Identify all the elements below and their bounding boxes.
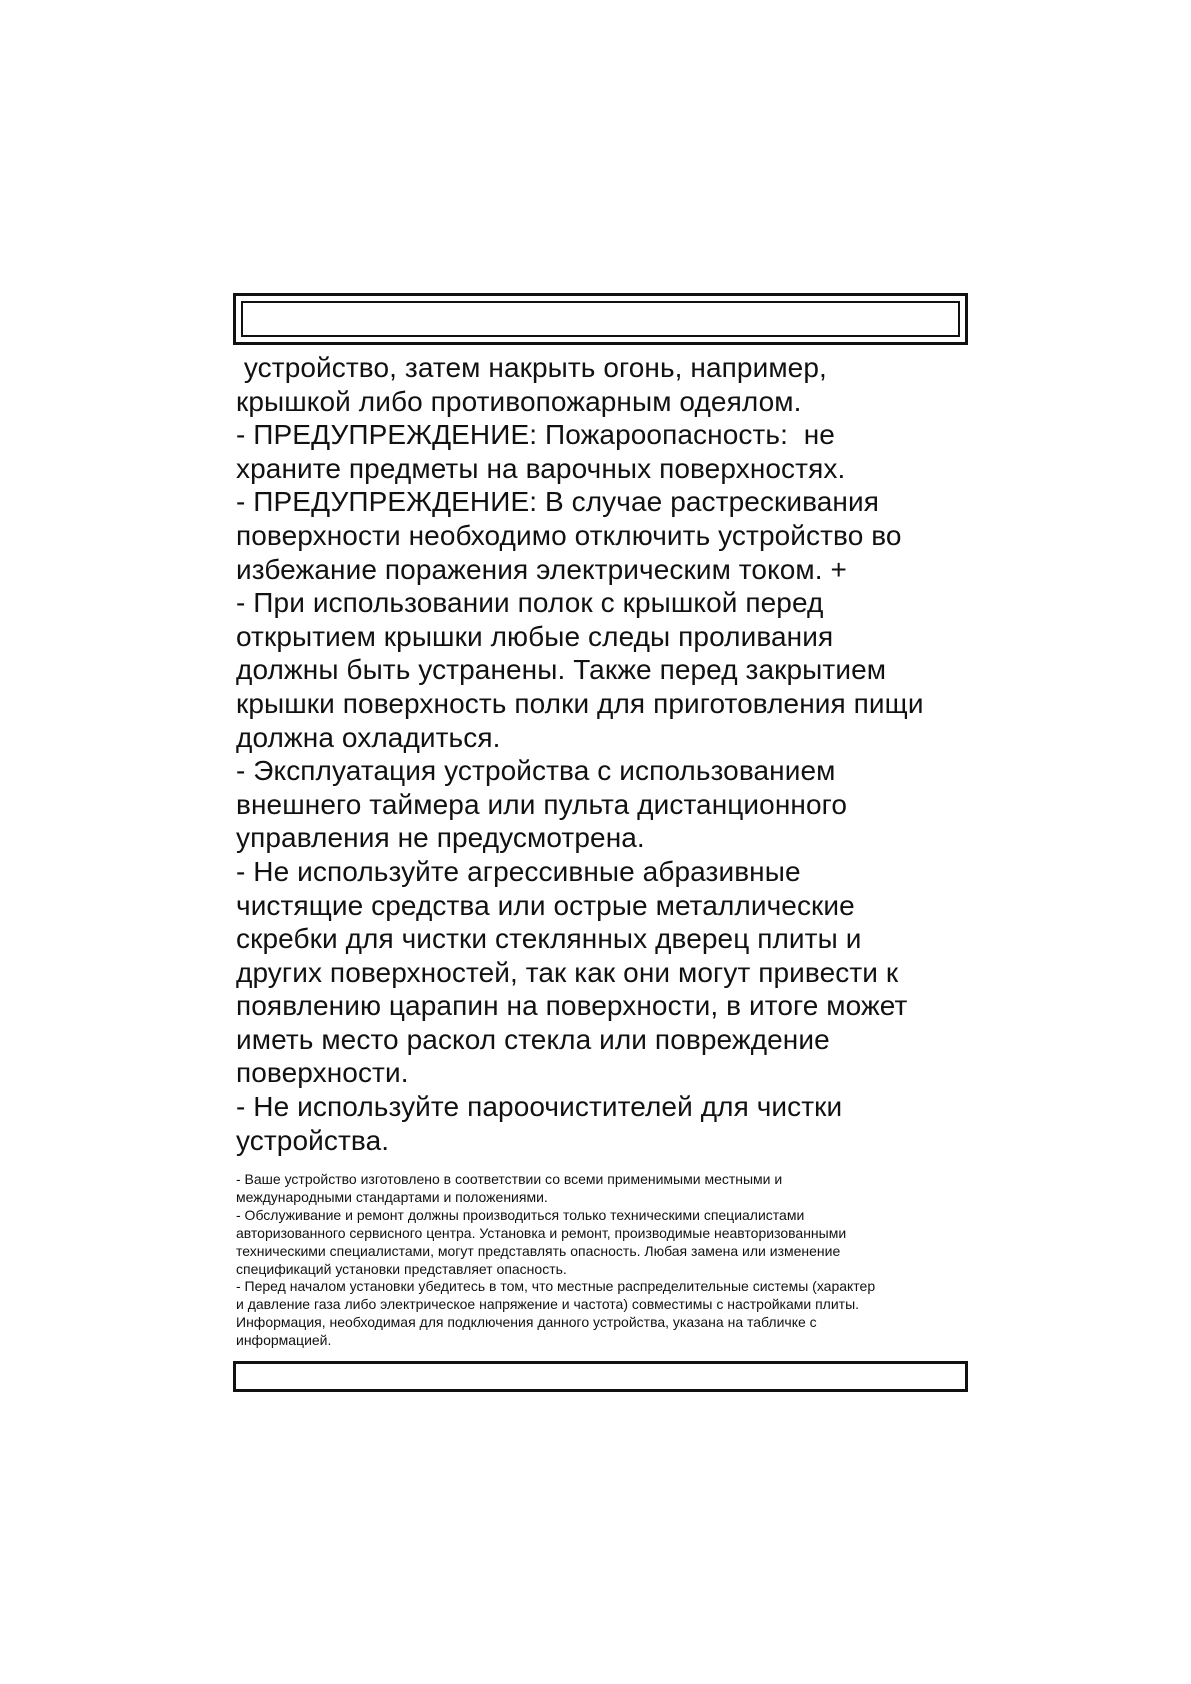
main-text-line: появлению царапин на поверхности, в итоге может — [236, 990, 908, 1022]
note-line: Информация, необходимая для подключения данного устройства, указана на табличке с — [236, 1314, 817, 1331]
main-text-line: - ПРЕДУПРЕЖДЕНИЕ: Пожароопасность: не — [236, 419, 835, 451]
main-text-line: поверхности необходимо отключить устройство во — [236, 519, 902, 551]
note-line: и давление газа либо электрическое напряжение и частота) совместимы с настройками плиты. — [236, 1296, 860, 1313]
note-line: авторизованного сервисного центра. Установка и ремонт, производимые неавторизованными — [236, 1224, 847, 1241]
main-text-line: иметь место раскол стекла или повреждение — [236, 1023, 830, 1055]
main-text-line: устройства. — [236, 1124, 390, 1156]
main-text-line: должны быть устранены. Также перед закрытием — [236, 654, 887, 686]
note-line: международными стандартами и положениями. — [236, 1188, 548, 1205]
main-text-line: - Эксплуатация устройства с использованием — [236, 755, 836, 787]
small-print-notes — [236, 1171, 976, 1350]
main-text-line: храните предметы на варочных поверхностях. — [236, 452, 846, 484]
note-line: информацией. — [236, 1332, 332, 1349]
header-frame-inner — [241, 301, 960, 337]
main-text-line: скребки для чистки стеклянных дверец плиты и — [236, 923, 862, 955]
main-text-line: избежание поражения электрическим током. + — [236, 553, 847, 585]
main-text-block — [236, 351, 976, 1157]
main-text-line: открытием крышки любые следы проливания — [236, 620, 834, 652]
header-frame — [233, 293, 968, 345]
main-text-line: - ПРЕДУПРЕЖДЕНИЕ: В случае растрескивания — [236, 486, 879, 518]
note-line: техническими специалистами, могут представлять опасность. Любая замена или изменение — [236, 1242, 841, 1259]
main-text-line: других поверхностей, так как они могут привести к — [236, 956, 899, 988]
main-text-line: крышки поверхность полки для приготовления пищи — [236, 687, 924, 719]
main-text-line: управления не предусмотрена. — [236, 822, 645, 854]
main-text-line: поверхности. — [236, 1057, 409, 1089]
main-text-line: - Не используйте пароочистителей для чистки — [236, 1091, 843, 1123]
main-text-line: чистящие средства или острые металлические — [236, 889, 855, 921]
main-text-line: внешнего таймера или пульта дистанционного — [236, 788, 848, 820]
footer-frame — [233, 1361, 968, 1392]
note-line: - Ваше устройство изготовлено в соответствии со всеми применимыми местными и — [236, 1171, 783, 1187]
main-text-line: крышкой либо противопожарным одеялом. — [236, 385, 802, 417]
main-text-line: - При использовании полок с крышкой перед — [236, 587, 824, 619]
note-line: - Перед началом установки убедитесь в том, что местные распределительные системы (характер — [236, 1278, 876, 1295]
note-line: - Обслуживание и ремонт должны производиться только техническими специалистами — [236, 1206, 805, 1223]
main-text-line: должна охладиться. — [236, 721, 501, 753]
main-text-line: устройство, затем накрыть огонь, например, — [236, 352, 827, 383]
main-text-line: - Не используйте агрессивные абразивные — [236, 855, 801, 887]
note-line: спецификаций установки представляет опасность. — [236, 1260, 567, 1277]
